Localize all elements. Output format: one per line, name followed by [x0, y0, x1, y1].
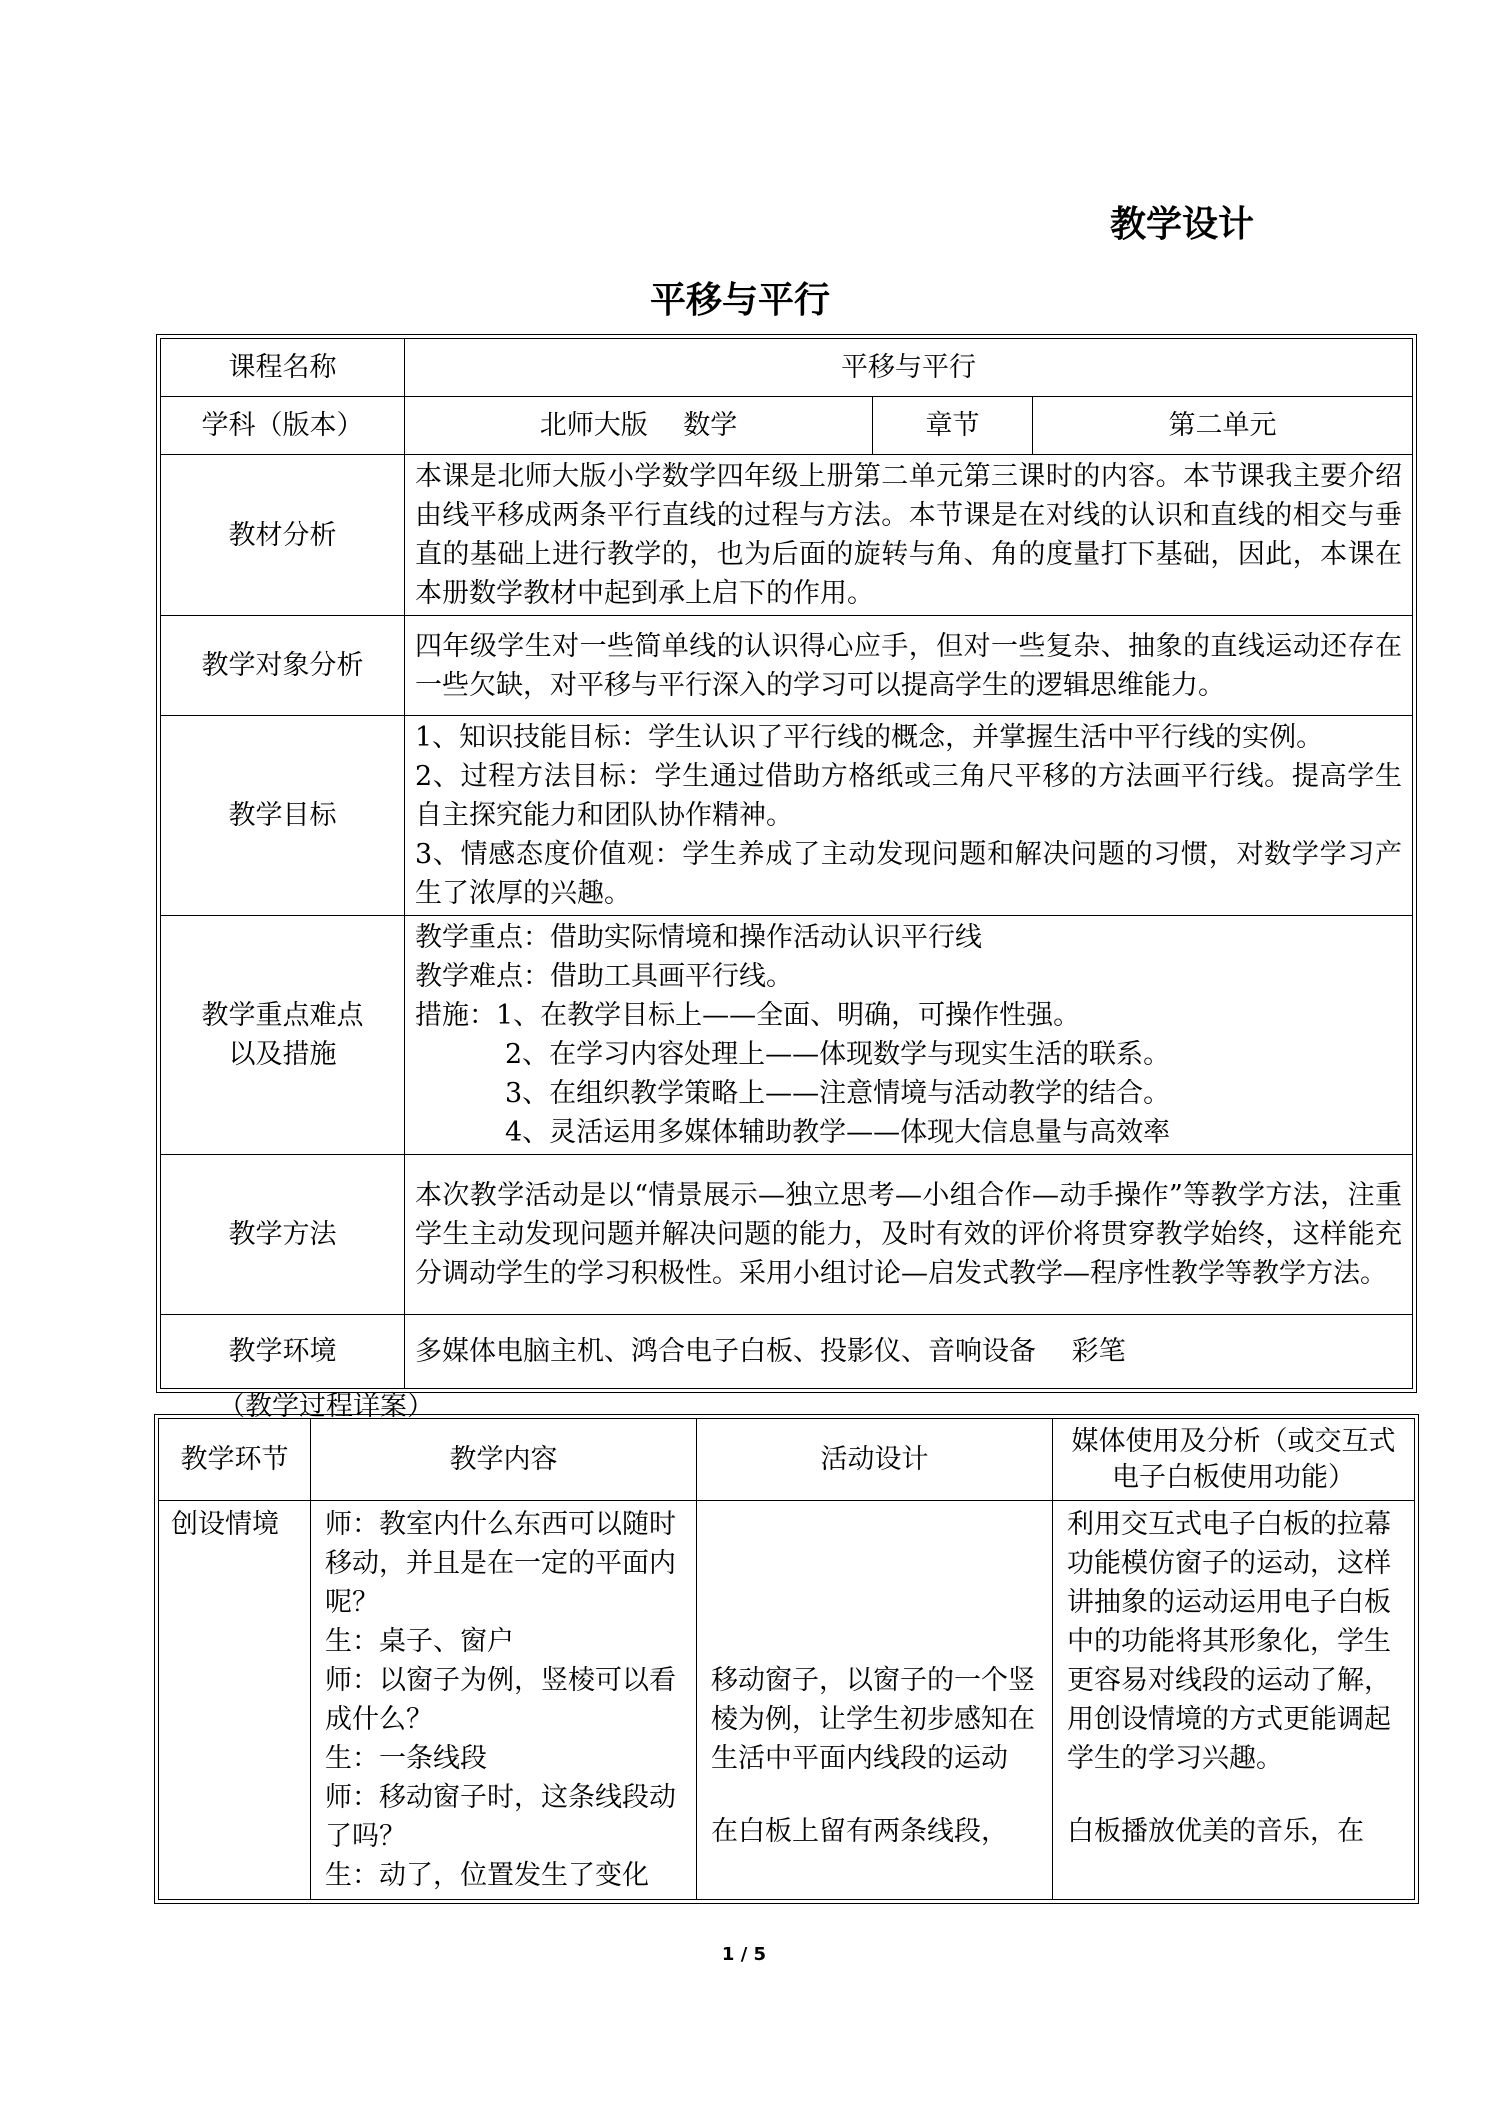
key-points-label: [161, 916, 405, 1155]
dialogue-line: 师：以窗子为例，竖棱可以看成什么？: [325, 1665, 676, 1735]
key-point-line: 措施：1、在教学目标上——全面、明确，可操作性强。: [415, 1000, 1081, 1031]
media-text: 利用交互式电子白板的拉幕功能模仿窗子的运动，这样讲抽象的运动运用电子白板中的功能将其形象化，学生更容易对线段的运动了解，用创设情境的方式更能调起学生的学习兴趣。: [1067, 1509, 1391, 1774]
teaching-method-text: 本次教学活动是以“情景展示—独立思考—小组合作—动手操作”等教学方法，注重学生主动发现问题并解决问题的能力，及时有效的评价将贯穿教学始终，这样能充分调动学生的学习积极性。采用小组讨论—启发式教学—程序性教学等教学方法。: [405, 1155, 1413, 1315]
measure-line: 2、在学习内容处理上——体现数学与现实生活的联系。: [505, 1039, 1171, 1070]
material-analysis-label: 教材分析: [161, 455, 405, 616]
lesson-info-table: [160, 338, 1413, 1389]
teaching-goals-label: 教学目标: [161, 716, 405, 916]
table-row: [161, 339, 1413, 397]
header-activity: 活动设计: [697, 1419, 1053, 1501]
media-cell: [1053, 1501, 1415, 1900]
material-analysis-text: 本课是北师大版小学数学四年级上册第二单元第三课时的内容。本节课我主要介绍由线平移成两条平行直线的过程与方法。本节课是在对线的认识和直线的相交与垂直的基础上进行教学的，也为后面的旋转与角、角的度量打下基础，因此，本课在本册数学教材中起到承上启下的作用。: [405, 455, 1413, 616]
course-name-label: 课程名称: [161, 339, 405, 397]
goal-item: 1、知识技能目标：学生认识了平行线的概念，并掌握生活中平行线的实例。: [415, 722, 1324, 753]
table-row: [161, 1315, 1413, 1389]
subject-value: 北师大版 数学: [405, 397, 873, 455]
table-row: [161, 716, 1413, 916]
page-number: 1 / 5: [721, 1944, 767, 1965]
goal-item: 3、情感态度价值观：学生养成了主动发现问题和解决问题的习惯，对数学学习产生了浓厚的兴趣。: [415, 839, 1402, 909]
teaching-goals-text: [405, 716, 1413, 916]
student-analysis-text: 四年级学生对一些简单线的认识得心应手，但对一些复杂、抽象的直线运动还存在一些欠缺，对平移与平行深入的学习可以提高学生的逻辑思维能力。: [405, 616, 1413, 716]
process-table: [158, 1418, 1415, 1900]
header-content: 教学内容: [311, 1419, 697, 1501]
course-name-value: 平移与平行: [405, 339, 1413, 397]
stage-cell: 创设情境: [159, 1501, 311, 1900]
document-title: 教学设计: [1110, 204, 1255, 245]
goal-item: 2、过程方法目标：学生通过借助方格纸或三角尺平移的方法画平行线。提高学生自主探究能力和团队协作精神。: [415, 761, 1402, 831]
key-point-line: 教学重点：借助实际情境和操作活动认识平行线: [415, 922, 982, 953]
table-header-row: [159, 1419, 1415, 1501]
dialogue-line: 师：移动窗子时，这条线段动了吗？: [325, 1782, 676, 1852]
teaching-method-label: 教学方法: [161, 1155, 405, 1315]
key-points-label-line: 教学重点难点: [201, 1000, 364, 1031]
table-row: [161, 916, 1413, 1155]
activity-text: 在白板上留有两条线段，: [711, 1816, 1008, 1847]
table-row: [161, 397, 1413, 455]
teaching-env-text: 多媒体电脑主机、鸿合电子白板、投影仪、音响设备 彩笔: [405, 1315, 1413, 1389]
dialogue-line: 生：动了，位置发生了变化: [325, 1860, 649, 1891]
dialogue-line: 生：桌子、窗户: [325, 1626, 514, 1657]
key-point-line: 教学难点：借助工具画平行线。: [415, 961, 793, 992]
key-points-text: [405, 916, 1413, 1155]
activity-text: 移动窗子，以窗子的一个竖棱为例，让学生初步感知在生活中平面内线段的运动: [711, 1665, 1035, 1774]
key-points-label-line: 以及措施: [228, 1039, 337, 1070]
table-row: [159, 1501, 1415, 1900]
dialogue-line: 师：教室内什么东西可以随时移动，并且是在一定的平面内呢？: [325, 1509, 676, 1618]
table-row: [161, 1155, 1413, 1315]
dialogue-line: 生：一条线段: [325, 1743, 487, 1774]
table-row: [161, 455, 1413, 616]
process-caption: （教学过程详案）: [218, 1391, 434, 1422]
header-media: 媒体使用及分析（或交互式电子白板使用功能）: [1053, 1419, 1415, 1501]
media-text: 白板播放优美的音乐，在: [1067, 1816, 1364, 1847]
activity-cell: [697, 1501, 1053, 1900]
measure-line: 4、灵活运用多媒体辅助教学——体现大信息量与高效率: [505, 1117, 1171, 1148]
student-analysis-label: 教学对象分析: [161, 616, 405, 716]
chapter-label: 章节: [873, 397, 1033, 455]
subject-label: 学科（版本）: [161, 397, 405, 455]
teaching-env-label: 教学环境: [161, 1315, 405, 1389]
table-row: [161, 616, 1413, 716]
chapter-value: 第二单元: [1033, 397, 1413, 455]
lesson-title: 平移与平行: [650, 280, 831, 321]
content-cell: [311, 1501, 697, 1900]
measure-line: 3、在组织教学策略上——注意情境与活动教学的结合。: [505, 1078, 1171, 1109]
header-stage: 教学环节: [159, 1419, 311, 1501]
